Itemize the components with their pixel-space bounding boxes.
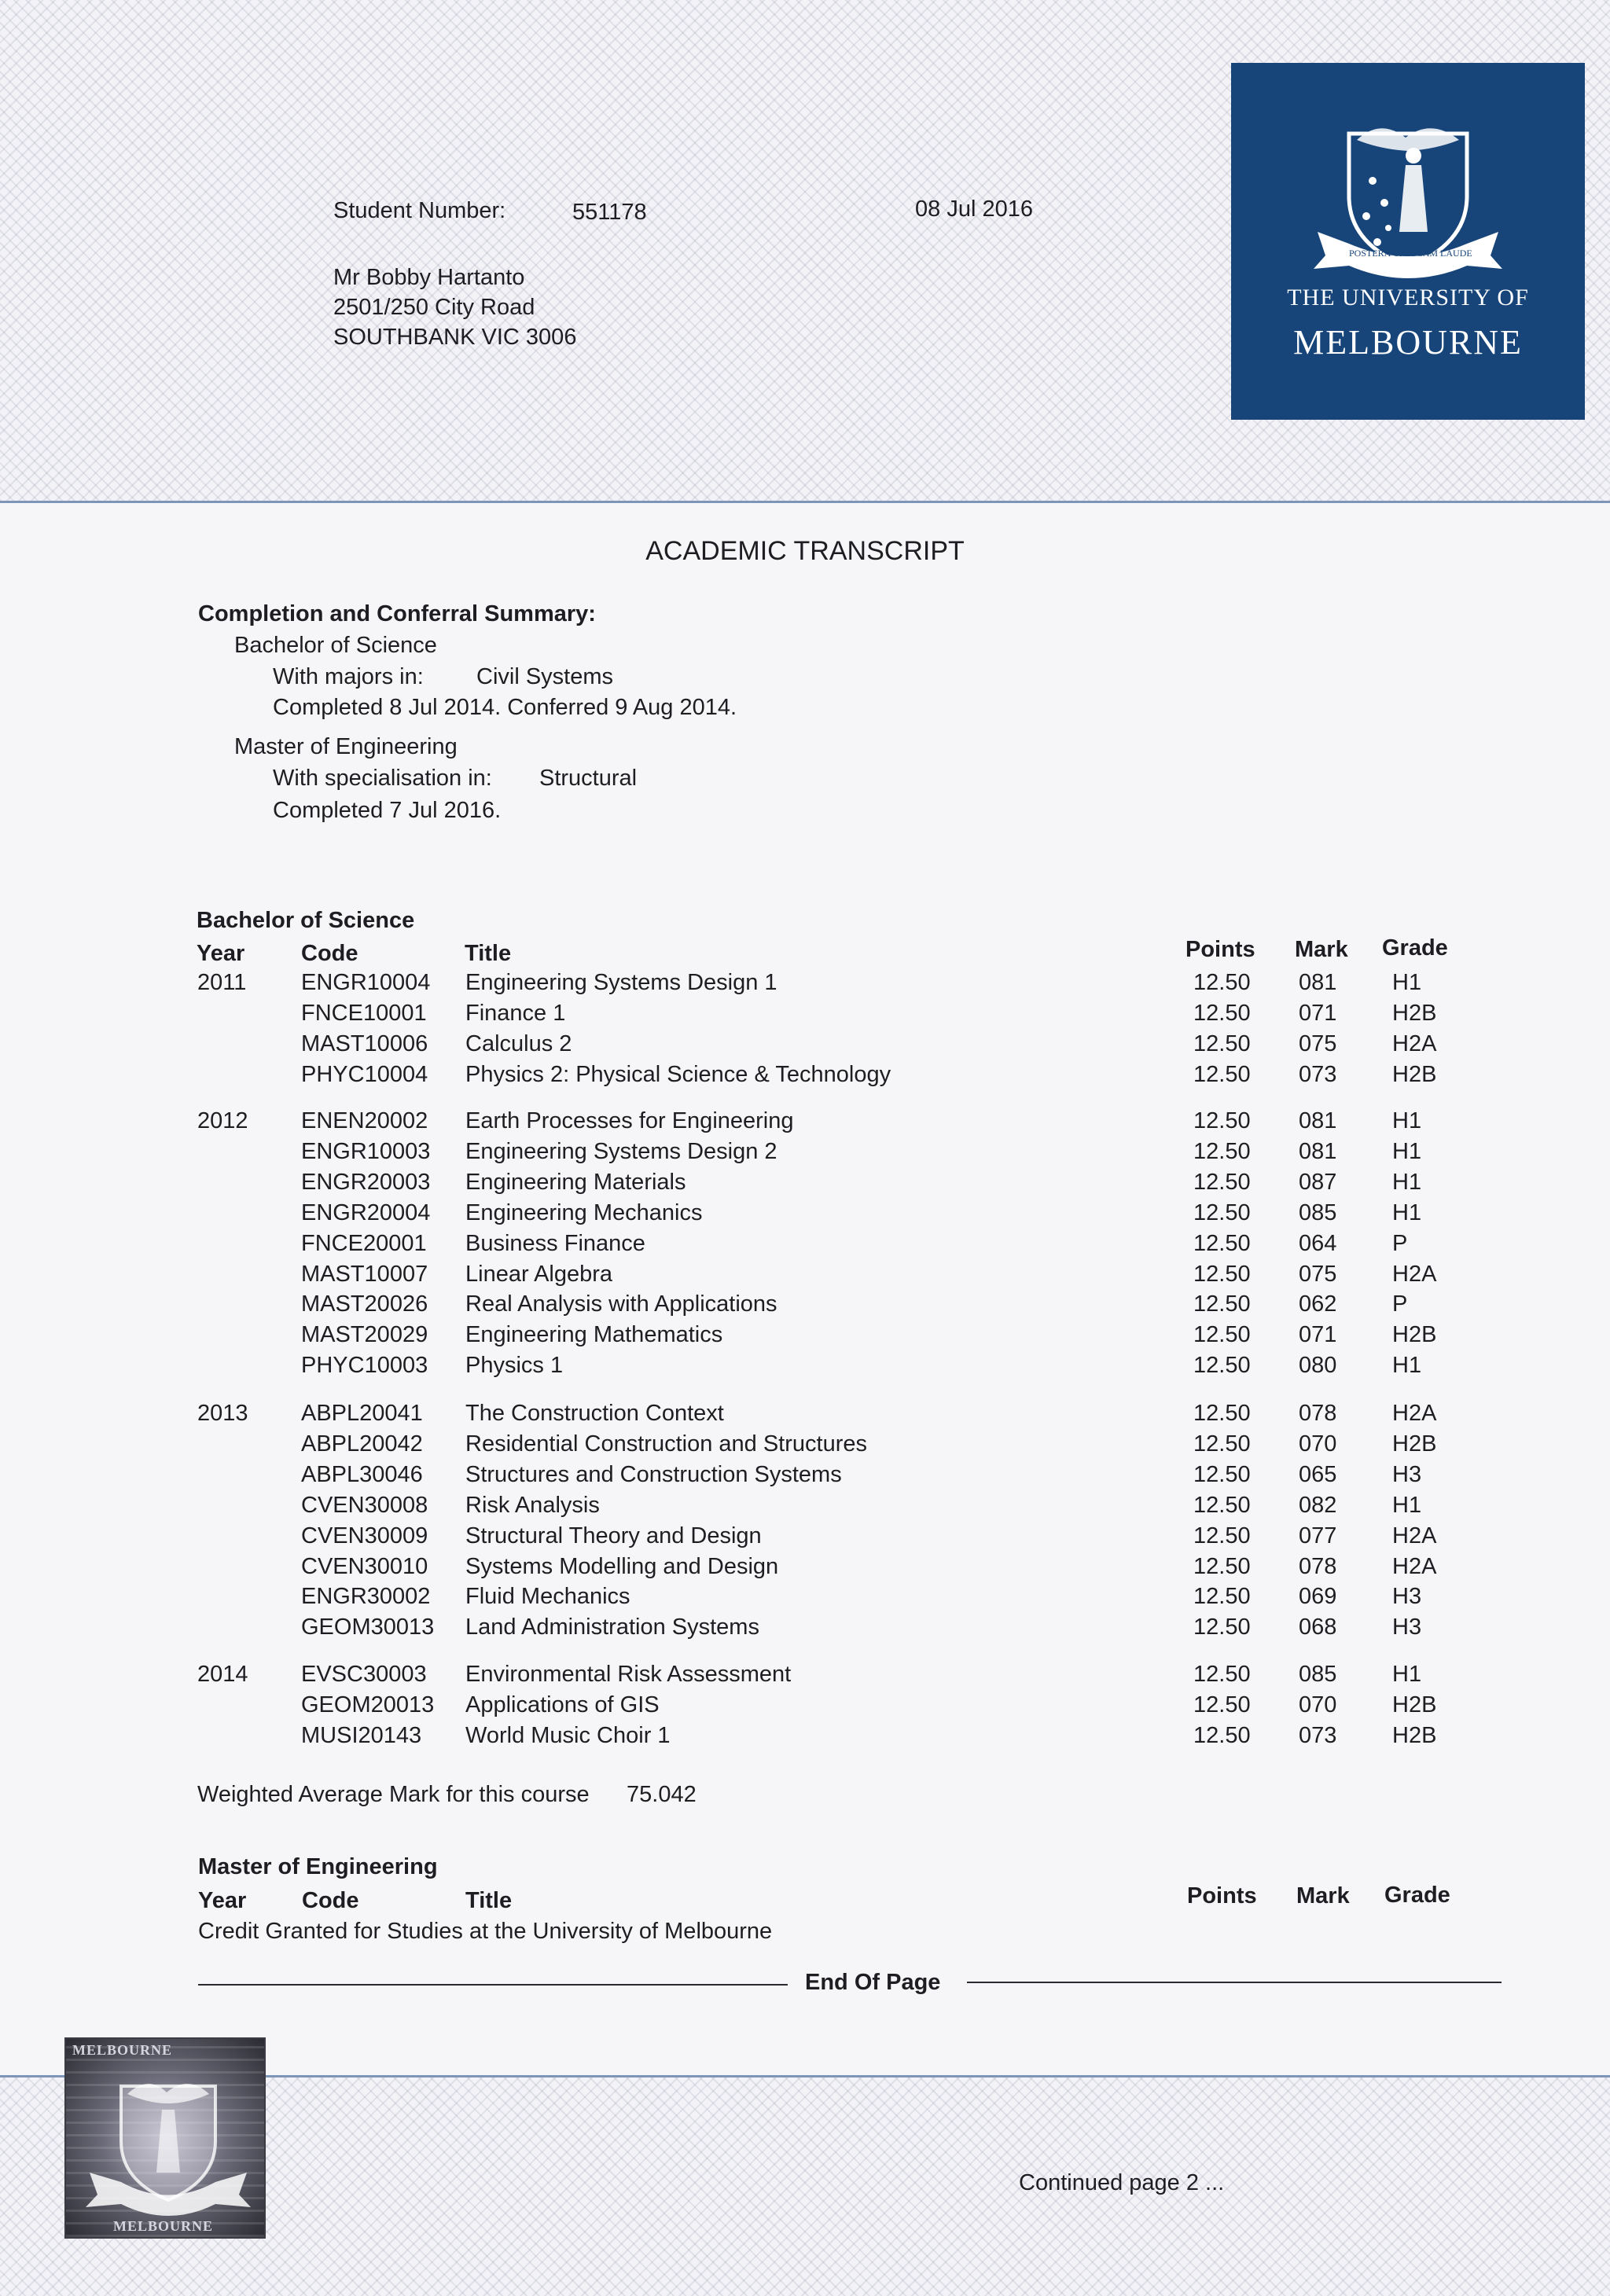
hologram-seal: [64, 2037, 266, 2239]
bsc-col-code: Code: [301, 941, 358, 966]
meng-col-mark: Mark: [1296, 1883, 1350, 1908]
course-code: MAST20029: [301, 1322, 428, 1347]
meng-col-code: Code: [302, 1888, 359, 1913]
course-title: Linear Algebra: [465, 1262, 613, 1287]
meng-credit-line: Credit Granted for Studies at the University of Melbourne: [198, 1919, 773, 1944]
summary-bsc-majors-label: With majors in:: [273, 664, 424, 689]
course-grade: H2B: [1392, 1431, 1437, 1457]
course-title: Physics 2: Physical Science & Technology: [465, 1062, 891, 1087]
meng-col-title: Title: [465, 1888, 513, 1913]
course-title: Systems Modelling and Design: [465, 1554, 779, 1579]
summary-meng-spec-label: With specialisation in:: [273, 766, 492, 791]
course-points: 12.50: [1193, 970, 1251, 995]
course-grade: H1: [1392, 1139, 1422, 1164]
course-title: Physics 1: [465, 1353, 564, 1378]
course-code: FNCE10001: [301, 1001, 427, 1026]
course-code: MAST10007: [301, 1262, 428, 1287]
course-grade: H2A: [1392, 1554, 1437, 1579]
course-code: ABPL20042: [301, 1431, 423, 1457]
logo-motto: POSTERA CRESCAM LAUDE: [1349, 248, 1472, 259]
course-code: PHYC10003: [301, 1353, 428, 1378]
course-mark: 065: [1299, 1462, 1337, 1487]
course-grade: H1: [1392, 1662, 1422, 1687]
summary-heading: Completion and Conferral Summary:: [198, 601, 596, 626]
course-code: ENGR10003: [301, 1139, 431, 1164]
course-points: 12.50: [1193, 1401, 1251, 1426]
course-grade: H2B: [1392, 1062, 1437, 1087]
course-title: Real Analysis with Applications: [465, 1291, 777, 1317]
course-grade: H1: [1392, 1200, 1422, 1225]
course-title: The Construction Context: [465, 1401, 724, 1426]
year-label: 2014: [197, 1662, 248, 1687]
course-grade: H2A: [1392, 1401, 1437, 1426]
course-code: ENEN20002: [301, 1108, 428, 1133]
summary-bsc-completed: Completed 8 Jul 2014. Conferred 9 Aug 2014.: [273, 695, 737, 720]
course-code: CVEN30010: [301, 1554, 428, 1579]
hologram-text-top: MELBOURNE: [72, 2042, 173, 2058]
course-mark: 077: [1299, 1523, 1337, 1548]
course-mark: 075: [1299, 1262, 1337, 1287]
course-mark: 071: [1299, 1322, 1337, 1347]
document-date: 08 Jul 2016: [915, 197, 1033, 222]
course-title: Risk Analysis: [465, 1493, 600, 1518]
course-mark: 071: [1299, 1001, 1337, 1026]
logo-line-2: MELBOURNE: [1293, 323, 1523, 362]
course-grade: H2A: [1392, 1523, 1437, 1548]
address-line-suburb: SOUTHBANK VIC 3006: [333, 325, 577, 350]
course-title: Calculus 2: [465, 1031, 572, 1056]
course-points: 12.50: [1193, 1353, 1251, 1378]
course-points: 12.50: [1193, 1031, 1251, 1056]
course-title: Applications of GIS: [465, 1692, 660, 1717]
course-code: MAST20026: [301, 1291, 428, 1317]
course-code: ENGR20003: [301, 1170, 431, 1195]
course-points: 12.50: [1193, 1108, 1251, 1133]
course-code: MUSI20143: [301, 1723, 422, 1748]
course-code: EVSC30003: [301, 1662, 427, 1687]
course-mark: 075: [1299, 1031, 1337, 1056]
meng-col-grade: Grade: [1384, 1883, 1450, 1908]
course-title: Engineering Mathematics: [465, 1322, 723, 1347]
course-grade: H1: [1392, 1170, 1422, 1195]
course-mark: 070: [1299, 1692, 1337, 1717]
course-points: 12.50: [1193, 1139, 1251, 1164]
course-code: CVEN30009: [301, 1523, 428, 1548]
course-mark: 073: [1299, 1062, 1337, 1087]
course-title: World Music Choir 1: [465, 1723, 671, 1748]
course-mark: 069: [1299, 1584, 1337, 1609]
student-number: 551178: [572, 200, 647, 225]
course-grade: P: [1392, 1231, 1408, 1256]
address-line-street: 2501/250 City Road: [333, 295, 535, 320]
course-mark: 087: [1299, 1170, 1337, 1195]
course-mark: 070: [1299, 1431, 1337, 1457]
course-mark: 081: [1299, 970, 1337, 995]
course-code: ENGR20004: [301, 1200, 431, 1225]
course-grade: H1: [1392, 1353, 1422, 1378]
course-mark: 081: [1299, 1108, 1337, 1133]
continued-page-note: Continued page 2 ...: [1019, 2170, 1225, 2195]
end-of-page-label: End Of Page: [805, 1970, 941, 1995]
course-mark: 078: [1299, 1401, 1337, 1426]
year-label: 2013: [197, 1401, 248, 1426]
bsc-col-title: Title: [465, 941, 512, 966]
course-code: CVEN30008: [301, 1493, 428, 1518]
course-mark: 068: [1299, 1615, 1337, 1640]
summary-bsc-degree: Bachelor of Science: [234, 633, 437, 658]
course-code: GEOM30013: [301, 1615, 435, 1640]
course-title: Land Administration Systems: [465, 1615, 759, 1640]
course-mark: 062: [1299, 1291, 1337, 1317]
course-mark: 081: [1299, 1139, 1337, 1164]
course-points: 12.50: [1193, 1584, 1251, 1609]
course-mark: 085: [1299, 1200, 1337, 1225]
course-points: 12.50: [1193, 1662, 1251, 1687]
end-rule-left: [198, 1984, 788, 1986]
course-title: Earth Processes for Engineering: [465, 1108, 794, 1133]
course-title: Business Finance: [465, 1231, 645, 1256]
course-mark: 073: [1299, 1723, 1337, 1748]
course-code: ABPL30046: [301, 1462, 423, 1487]
course-title: Environmental Risk Assessment: [465, 1662, 792, 1687]
summary-meng-degree: Master of Engineering: [234, 734, 458, 759]
bsc-col-grade: Grade: [1382, 935, 1448, 961]
course-grade: H2A: [1392, 1262, 1437, 1287]
course-points: 12.50: [1193, 1523, 1251, 1548]
course-points: 12.50: [1193, 1723, 1251, 1748]
course-points: 12.50: [1193, 1692, 1251, 1717]
course-grade: H2A: [1392, 1031, 1437, 1056]
course-points: 12.50: [1193, 1615, 1251, 1640]
meng-section-heading: Master of Engineering: [198, 1854, 438, 1879]
course-title: Engineering Mechanics: [465, 1200, 703, 1225]
course-points: 12.50: [1193, 1291, 1251, 1317]
course-grade: P: [1392, 1291, 1408, 1317]
bsc-section-heading: Bachelor of Science: [197, 908, 415, 933]
bsc-col-year: Year: [197, 941, 245, 966]
summary-bsc-majors-value: Civil Systems: [476, 664, 614, 689]
course-points: 12.50: [1193, 1462, 1251, 1487]
year-label: 2011: [197, 970, 247, 995]
course-mark: 078: [1299, 1554, 1337, 1579]
crest-icon: [1231, 63, 1585, 420]
wam-value: 75.042: [627, 1782, 697, 1807]
page-title: ACADEMIC TRANSCRIPT: [645, 536, 965, 566]
student-number-label: Student Number:: [333, 198, 506, 223]
course-points: 12.50: [1193, 1062, 1251, 1087]
logo-line-1: THE UNIVERSITY OF: [1287, 285, 1529, 310]
course-code: MAST10006: [301, 1031, 428, 1056]
address-line-name: Mr Bobby Hartanto: [333, 265, 525, 290]
course-grade: H1: [1392, 1493, 1422, 1518]
bsc-col-points: Points: [1185, 937, 1255, 962]
wam-label: Weighted Average Mark for this course: [197, 1782, 590, 1807]
course-title: Residential Construction and Structures: [465, 1431, 867, 1457]
course-points: 12.50: [1193, 1554, 1251, 1579]
course-grade: H2B: [1392, 1001, 1437, 1026]
course-title: Engineering Systems Design 2: [465, 1139, 777, 1164]
course-title: Fluid Mechanics: [465, 1584, 630, 1609]
course-points: 12.50: [1193, 1431, 1251, 1457]
course-code: ABPL20041: [301, 1401, 423, 1426]
course-title: Engineering Systems Design 1: [465, 970, 777, 995]
course-mark: 085: [1299, 1662, 1337, 1687]
course-grade: H3: [1392, 1462, 1422, 1487]
course-points: 12.50: [1193, 1001, 1251, 1026]
course-code: FNCE20001: [301, 1231, 427, 1256]
course-points: 12.50: [1193, 1493, 1251, 1518]
course-points: 12.50: [1193, 1200, 1251, 1225]
course-grade: H2B: [1392, 1692, 1437, 1717]
university-logo: [1231, 63, 1585, 420]
year-label: 2012: [197, 1108, 248, 1133]
course-title: Engineering Materials: [465, 1170, 686, 1195]
meng-col-year: Year: [198, 1888, 247, 1913]
course-grade: H2B: [1392, 1322, 1437, 1347]
course-title: Structures and Construction Systems: [465, 1462, 842, 1487]
course-code: GEOM20013: [301, 1692, 435, 1717]
course-grade: H2B: [1392, 1723, 1437, 1748]
course-mark: 082: [1299, 1493, 1337, 1518]
course-title: Structural Theory and Design: [465, 1523, 762, 1548]
course-code: ENGR30002: [301, 1584, 431, 1609]
course-code: PHYC10004: [301, 1062, 428, 1087]
course-points: 12.50: [1193, 1170, 1251, 1195]
course-points: 12.50: [1193, 1322, 1251, 1347]
course-mark: 064: [1299, 1231, 1337, 1256]
course-grade: H1: [1392, 970, 1422, 995]
course-grade: H3: [1392, 1584, 1422, 1609]
hologram-text-bottom: MELBOURNE: [113, 2218, 214, 2234]
course-grade: H1: [1392, 1108, 1422, 1133]
summary-meng-completed: Completed 7 Jul 2016.: [273, 798, 502, 823]
course-points: 12.50: [1193, 1231, 1251, 1256]
course-title: Finance 1: [465, 1001, 566, 1026]
bsc-col-mark: Mark: [1295, 937, 1348, 962]
end-rule-right: [967, 1982, 1502, 1983]
meng-col-points: Points: [1187, 1883, 1257, 1908]
course-grade: H3: [1392, 1615, 1422, 1640]
course-mark: 080: [1299, 1353, 1337, 1378]
hologram-crest-icon: [66, 2039, 266, 2239]
summary-meng-spec-value: Structural: [539, 766, 638, 791]
course-points: 12.50: [1193, 1262, 1251, 1287]
course-code: ENGR10004: [301, 970, 431, 995]
